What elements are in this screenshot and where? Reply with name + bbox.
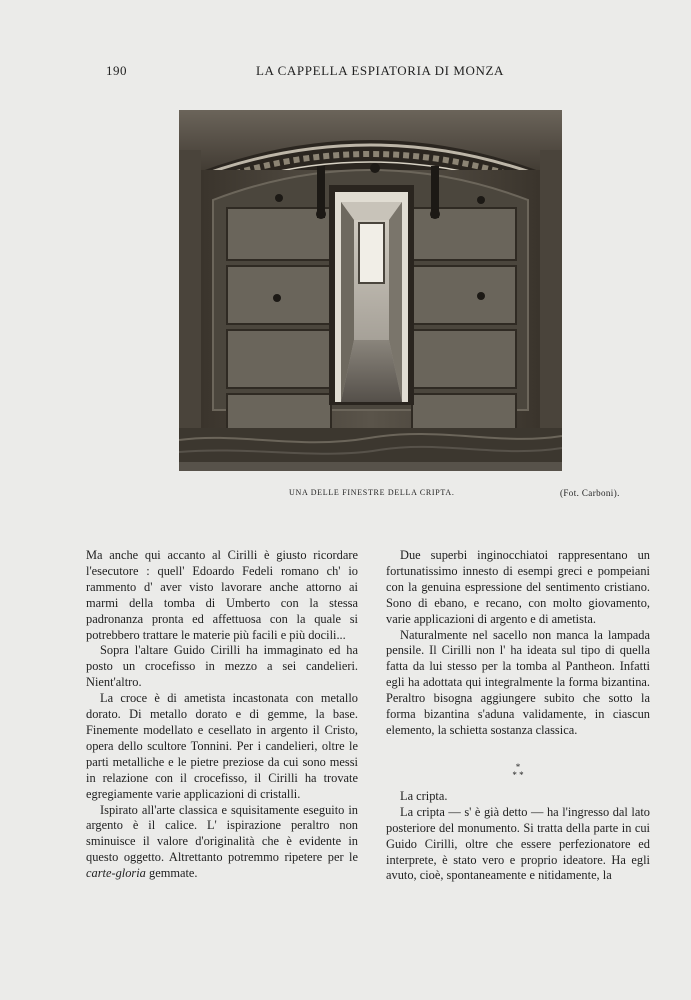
- italic-term: carte-gloria: [86, 866, 146, 881]
- figure-caption: UNA DELLE FINESTRE DELLA CRIPTA.: [289, 488, 455, 497]
- section-title: La cripta.: [400, 788, 448, 803]
- photo-credit: (Fot. Carboni).: [560, 488, 620, 498]
- crypt-window-photo: [179, 110, 562, 471]
- paragraph: La cripta — s' è già detto — ha l'ingresso dal lato posteriore del monumento. Si tratta della parte in cui Guido Cirilli, oltre che essere perfezionatore ed interprete, è stato vero e proprio ideatore. Ha egli avuto, cioè, spontaneamente e nitidamente, la: [386, 804, 650, 883]
- paragraph-text: Ispirato all'arte classica e squisitamente eseguito in argento è il calice. L' ispirazione peraltro non sminuisce il valore d'originalità che è evidente in questo oggetto. Altrettanto potremmo ripetere per le: [86, 802, 358, 865]
- paragraph-last: [86, 803, 358, 883]
- paragraph: La croce è di ametista incastonata con metallo dorato. Di metallo dorato e di gemme, la base. Finemente modellato e cesellato in argento il Cristo, opera dello scultore Tonnini. Per i candelieri, oltre le parti metalliche e le pietre preziose da cui sono messi in relazione con il crocefisso, il Cirilli ha trovate egregiamente varie applicazioni di cristalli.: [86, 691, 358, 801]
- page-number: 190: [106, 63, 127, 78]
- left-column: [86, 548, 358, 882]
- running-title: LA CAPPELLA ESPIATORIA DI MONZA: [256, 63, 505, 78]
- asterism: * * *: [512, 761, 524, 780]
- paragraph: Sopra l'altare Guido Cirilli ha immaginato ed ha posto un crocefisso in mezzo a sei candelieri. Nient'altro.: [86, 643, 358, 690]
- paragraph-end: gemmate.: [149, 866, 198, 881]
- paragraph: Naturalmente nel sacello non manca la lampada pensile. Il Cirilli non l' ha ideata sul tipo di quella fatta da lui stesso per la tomba al Pantheon. Infatti egli ha adottata qui integralmente la forma bizantina. Peraltro bisogna aggiungere subito che sotto la forma bizantina s'aduna validamente, in ciascun elemento, la schietta sostanza classica.: [386, 627, 650, 737]
- right-column: [386, 548, 650, 884]
- paragraph: Ma anche qui accanto al Cirilli è giusto ricordare l'esecutore : quell' Edoardo Fedeli romano ch' io rammento d' aver visto lavorare anche attorno ai marmi della tomba di Umberto con la stessa padronanza pronta ed affettuosa con la quale si potrebbero trattare le materie più facili e più docili...: [86, 548, 358, 642]
- paragraph: Due superbi inginocchiatoi rappresentano un fortunatissimo innesto di esempi greci e pompeiani con la genuina espressione del sentimento cristiano. Sono di ebano, e recano, con molto giovamento, varie applicazioni di argento e di ametista.: [386, 548, 650, 626]
